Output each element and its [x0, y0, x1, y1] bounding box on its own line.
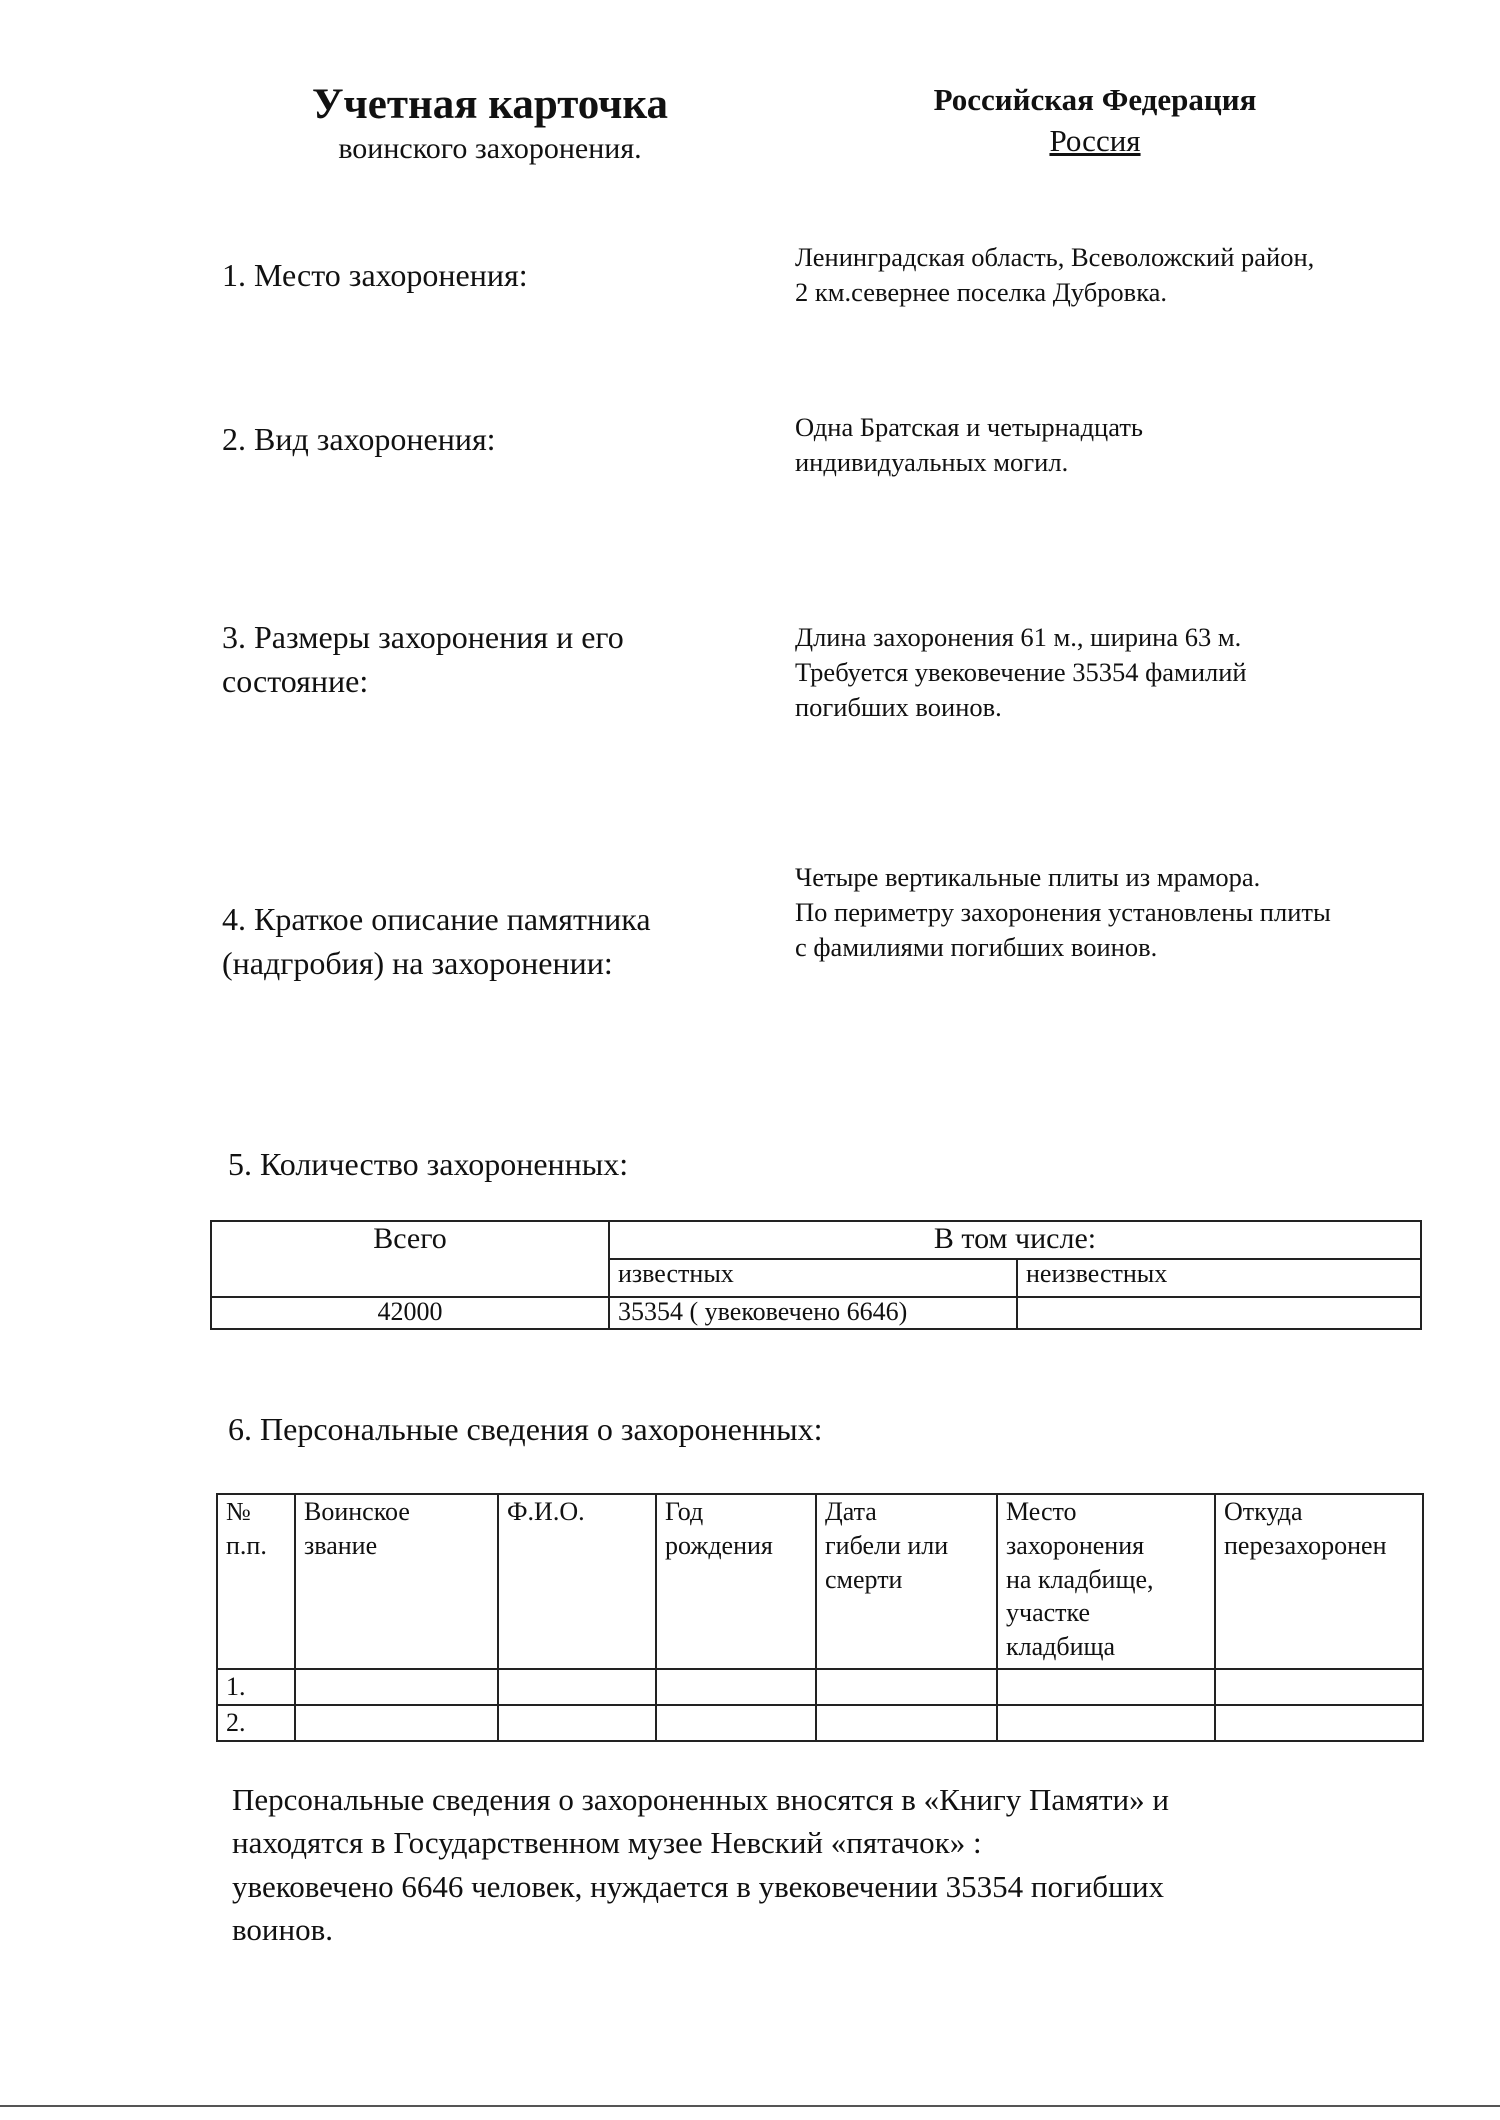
table-cell: [498, 1669, 656, 1705]
header-reburied-from: [1215, 1494, 1423, 1669]
card-title: Учетная карточка: [311, 81, 669, 128]
header-line: п.п.: [226, 1530, 267, 1560]
table-cell: [997, 1669, 1215, 1705]
count-unknown-value: [1017, 1297, 1421, 1329]
section-4-label-line: (надгробия) на захоронении:: [222, 944, 613, 981]
country-title: Российская Федерация: [933, 82, 1257, 117]
section-2-value: [795, 410, 1143, 480]
header-line: Год: [665, 1497, 704, 1526]
header-line: Место: [1006, 1497, 1077, 1526]
count-unknown-header: неизвестных: [1017, 1259, 1421, 1297]
section-4-value-line: с фамилиями погибших воинов.: [795, 932, 1158, 963]
section-6-label: 6. Персональные сведения о захороненных:: [228, 1411, 823, 1447]
section-3-label: [222, 616, 624, 703]
section-3-value-line: погибших воинов.: [795, 692, 1002, 723]
section-3-value-line: Длина захоронения 61 м., ширина 63 м.: [795, 622, 1242, 652]
scan-edge-line: [0, 2105, 1500, 2107]
section-4-value-line: Четыре вертикальные плиты из мрамора.: [795, 862, 1261, 892]
header-line: №: [226, 1497, 251, 1526]
row-number: 2.: [217, 1705, 295, 1741]
table-cell: [656, 1669, 816, 1705]
section-3-label-line: состояние:: [222, 662, 369, 699]
section-4-value-line: По периметру захоронения установлены плиты: [795, 897, 1331, 928]
header-line: Воинское: [304, 1497, 410, 1526]
header-line: Ф.И.О.: [507, 1497, 585, 1526]
header-rank: [295, 1494, 498, 1669]
section-3-value-line: Требуется увековечение 35354 фамилий: [795, 657, 1247, 688]
header-burial-place: [997, 1494, 1215, 1669]
memory-book-note: [232, 1778, 1169, 1952]
table-cell: [816, 1705, 997, 1741]
table-cell: [1215, 1669, 1423, 1705]
header-line: гибели или: [825, 1530, 949, 1560]
section-5-label: 5. Количество захороненных:: [228, 1146, 629, 1182]
header-full-name: [498, 1494, 656, 1669]
count-known-value: 35354 ( увековечено 6646): [609, 1297, 1017, 1329]
header-birth-year: [656, 1494, 816, 1669]
count-total-value: 42000: [211, 1297, 609, 1329]
section-1-value-line: Ленинградская область, Всеволожский район,: [795, 242, 1315, 272]
header-death-date: [816, 1494, 997, 1669]
personal-data-table: [216, 1493, 1424, 1742]
section-2-label: 2. Вид захоронения:: [222, 421, 496, 457]
note-line: увековечено 6646 человек, нуждается в увековечении 35354 погибших: [232, 1868, 1165, 1904]
burial-count-table: [210, 1220, 1422, 1330]
section-3-value: [795, 620, 1247, 726]
header-line: участке: [1006, 1598, 1091, 1628]
note-line: находятся в Государственном музее Невский «пятачок» :: [232, 1825, 982, 1861]
table-cell: [295, 1705, 498, 1741]
count-including-header: В том числе:: [609, 1221, 1421, 1259]
count-known-header: известных: [609, 1259, 1017, 1297]
section-1-value: [795, 240, 1314, 310]
header-line: Дата: [825, 1497, 877, 1526]
section-3-label-line: 3. Размеры захоронения и его: [222, 619, 624, 655]
section-2-value-line: индивидуальных могил.: [795, 447, 1069, 478]
count-total-header: Всего: [211, 1221, 609, 1297]
header-line: захоронения: [1006, 1530, 1145, 1560]
header-line: Откуда: [1224, 1497, 1303, 1526]
table-cell: [498, 1705, 656, 1741]
header-line: смерти: [825, 1564, 903, 1594]
header-line: перезахоронен: [1224, 1530, 1387, 1560]
section-4-label-line: 4. Краткое описание памятника: [222, 901, 651, 937]
table-cell: [997, 1705, 1215, 1741]
header-line: рождения: [665, 1530, 773, 1560]
card-subtitle: воинского захоронения.: [338, 132, 642, 165]
header-line: звание: [304, 1530, 378, 1560]
table-cell: [1215, 1705, 1423, 1741]
section-4-value: [795, 860, 1331, 966]
table-cell: [656, 1705, 816, 1741]
section-4-label: [222, 898, 651, 985]
note-line: воинов.: [232, 1912, 333, 1948]
section-2-value-line: Одна Братская и четырнадцать: [795, 412, 1143, 442]
header-line: кладбища: [1006, 1632, 1116, 1662]
table-cell: [295, 1669, 498, 1705]
note-line: Персональные сведения о захороненных вносятся в «Книгу Памяти» и: [232, 1782, 1169, 1817]
country-short: Россия: [1049, 123, 1141, 158]
header-line: на кладбище,: [1006, 1564, 1154, 1594]
row-number: 1.: [217, 1669, 295, 1705]
section-1-label: 1. Место захоронения:: [222, 257, 528, 293]
section-1-value-line: 2 км.севернее поселка Дубровка.: [795, 277, 1168, 308]
header-number: [217, 1494, 295, 1669]
table-cell: [816, 1669, 997, 1705]
